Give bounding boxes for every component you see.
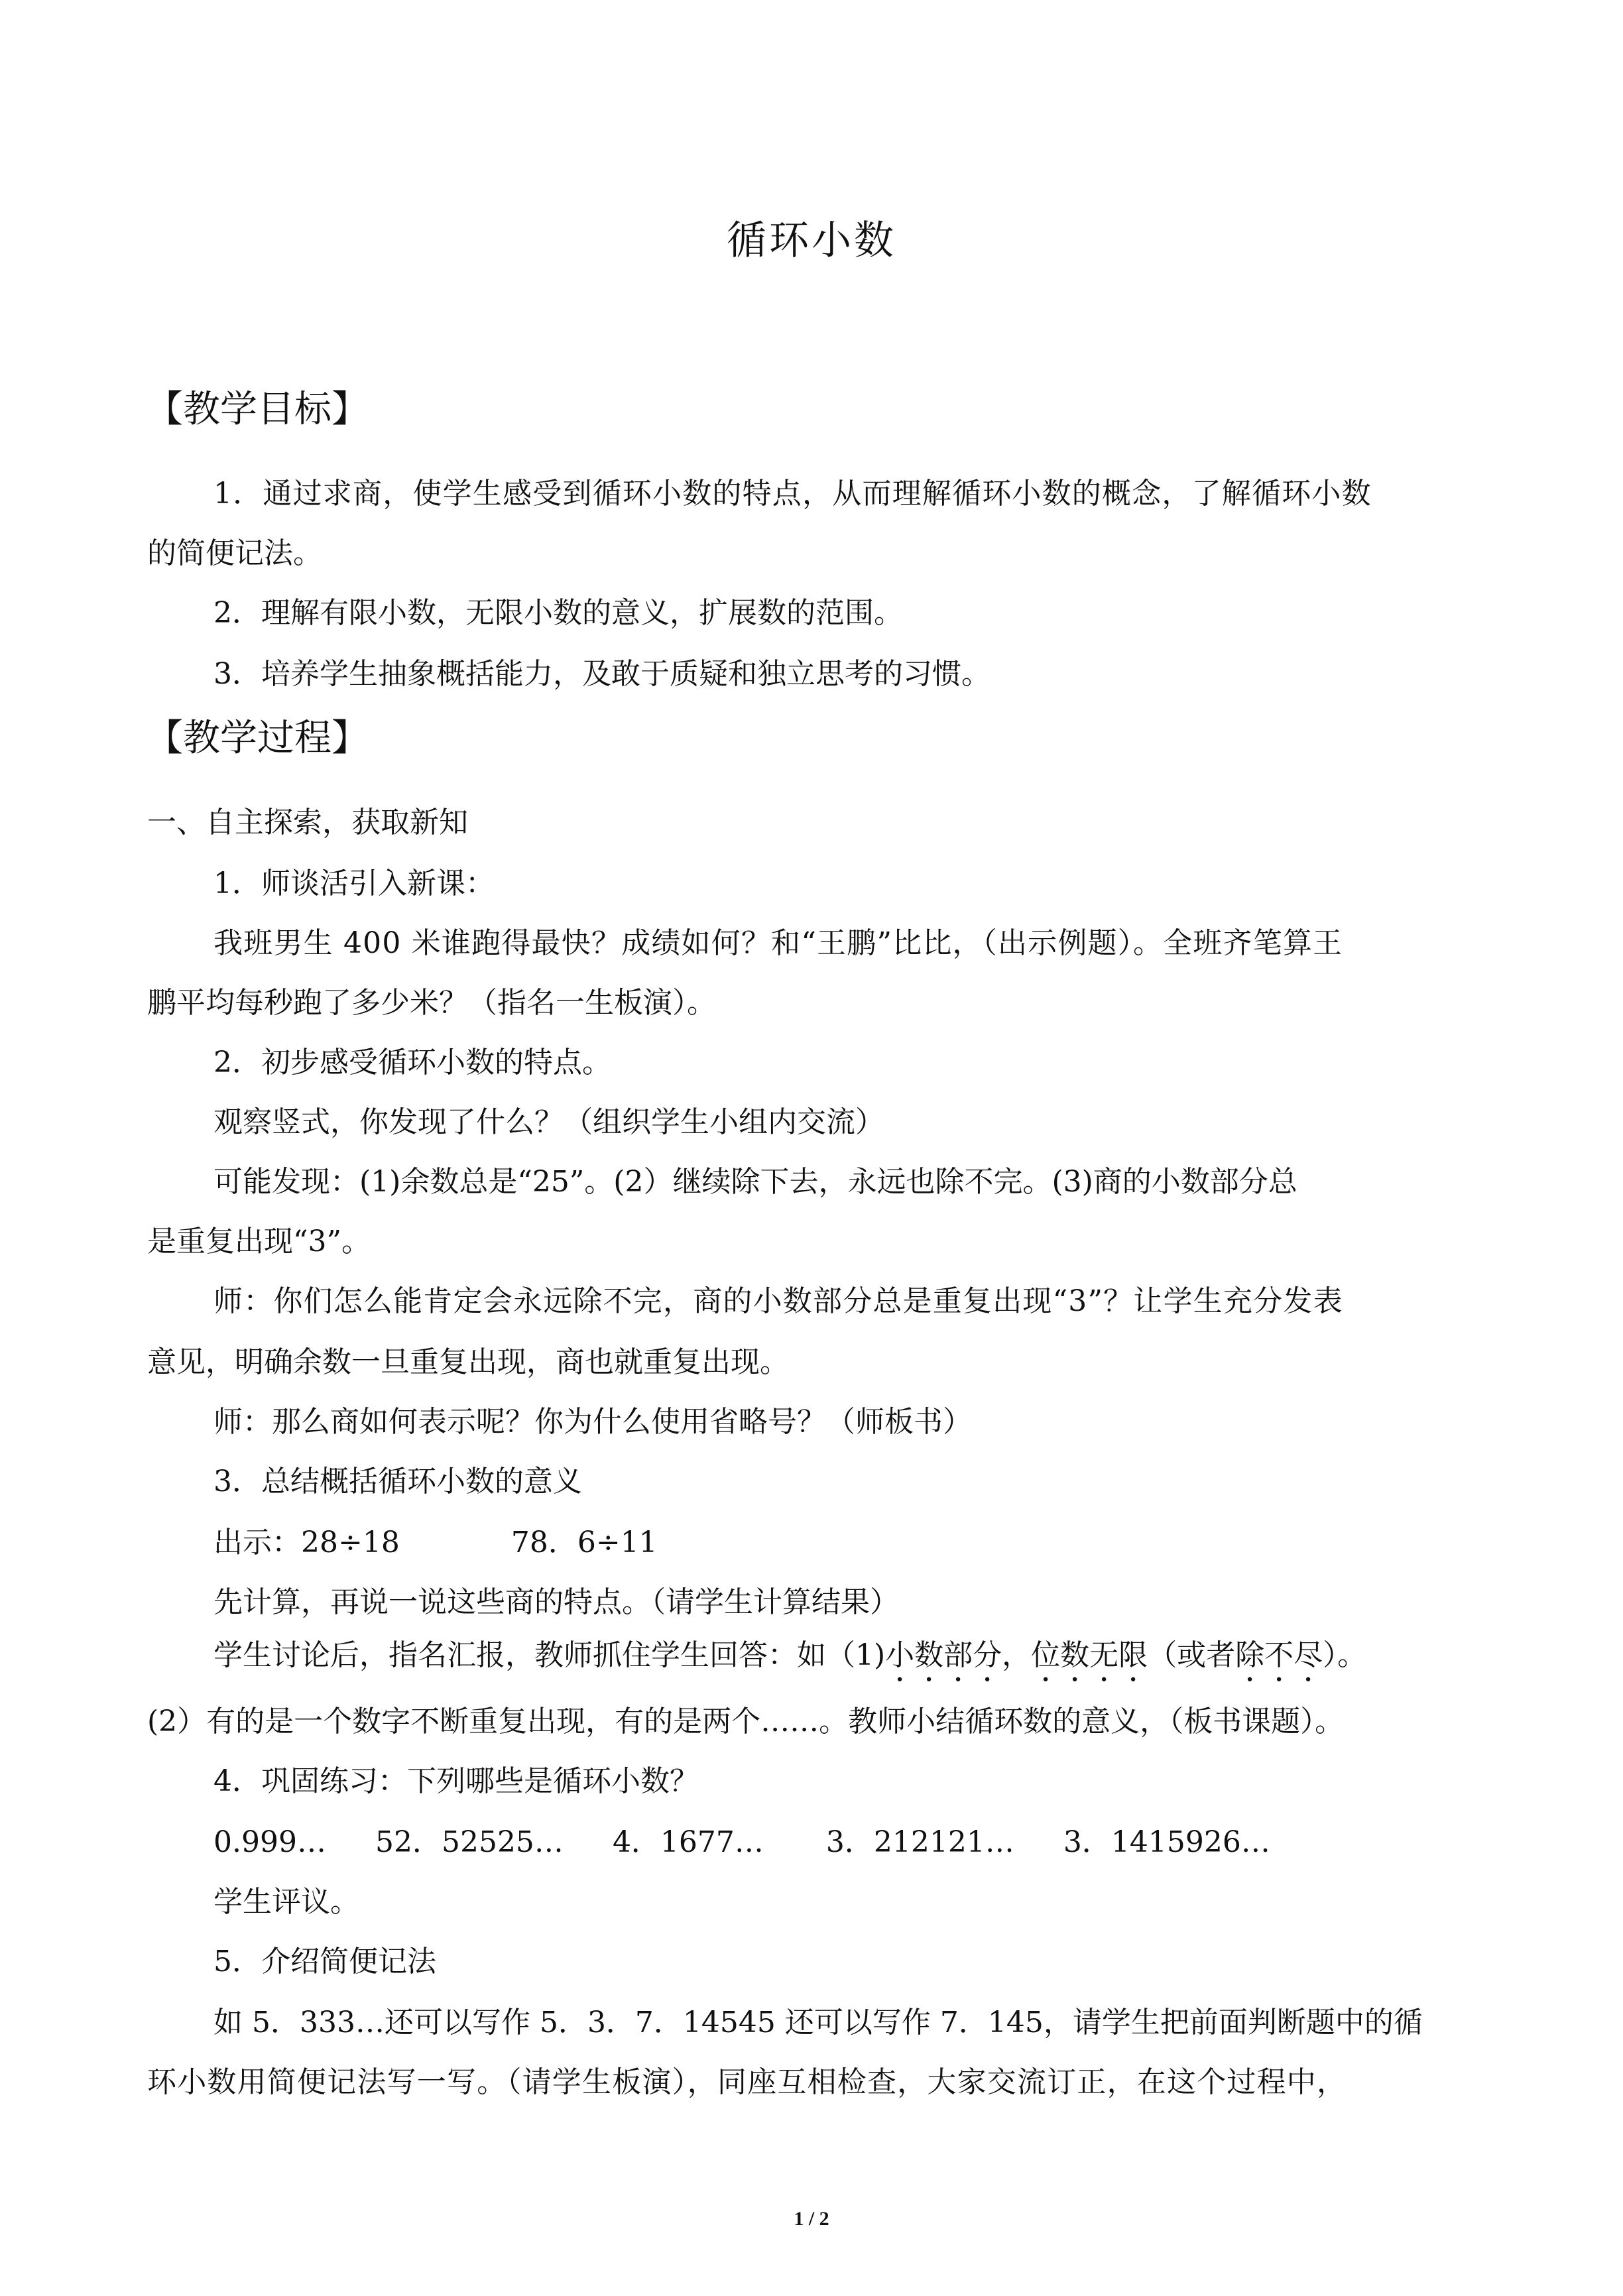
show-expression-1: 出示：28÷18 (213, 1526, 400, 1559)
discussion-or: （或者 (1148, 1638, 1236, 1672)
page-number: 1 / 2 (794, 2208, 829, 2230)
step5-line-1: 如 5．333…还可以写作 5．3．7．14545 还可以写作 7．145，请学生把前面判断题中的循 (213, 2006, 1423, 2039)
number-item: 4．1677… (612, 1825, 764, 1859)
discussion-end: ）。 (1323, 1638, 1367, 1672)
teacher-question-line-2: 意见，明确余数一旦重复出现，商也就重复出现。 (147, 1345, 789, 1379)
number-item: 3．212121… (825, 1825, 1014, 1859)
teacher-question-2: 师：那么商如何表示呢？你为什么使用省略号？（师板书） (213, 1405, 972, 1439)
step3-title: 3．总结概括循环小数的意义 (213, 1465, 582, 1498)
page-title: 循环小数 (727, 217, 896, 264)
step4-title: 4．巩固练习：下列哪些是循环小数？ (213, 1764, 699, 1798)
goal-1-line-2: 的简便记法。 (147, 536, 322, 570)
show-expressions (213, 1522, 658, 1563)
number-item: 52．52525… (375, 1825, 564, 1859)
part1-title: 一、自主探索，获取新知 (147, 806, 468, 839)
goal-3: 3．培养学生抽象概括能力，及敢于质疑和独立思考的习惯。 (213, 657, 991, 691)
step2-observe: 观察竖式，你发现了什么？（组织学生小组内交流） (213, 1105, 884, 1139)
show-expression-2: 78．6÷11 (511, 1526, 658, 1559)
compute-instruction: 先计算，再说一说这些商的特点。（请学生计算结果） (213, 1585, 899, 1619)
discussion-separator: ， (1002, 1638, 1032, 1672)
discussion-prefix: 学生讨论后，指名汇报，教师抓住学生回答：如（1) (213, 1638, 886, 1672)
number-list (213, 1822, 1270, 1863)
step2-title: 2．初步感受循环小数的特点。 (213, 1046, 611, 1079)
discussion-line-2: (2）有的是一个数字不断重复出现，有的是两个……。教师小结循环数的意义，（板书课题）。 (147, 1705, 1345, 1738)
step1-title: 1．师谈活引入新课： (213, 867, 495, 900)
step5-line-2: 环小数用简便记法写一写。（请学生板演），同座互相检查，大家交流订正，在这个过程中， (147, 2065, 1347, 2099)
teacher-question-line-1: 师：你们怎么能肯定会永远除不完，商的小数部分总是重复出现“3”？让学生充分发表 (213, 1284, 1343, 1318)
emphasis-decimal-part: 小数部分 (885, 1638, 1002, 1672)
step5-title: 5．介绍简便记法 (213, 1945, 436, 1978)
step1-text-line-1: 我班男生 400 米谁跑得最快？成绩如何？和“王鹏”比比，（出示例题）。全班齐笔算王 (213, 926, 1343, 960)
step2-findings-line-1: 可能发现：(1)余数总是“25”。(2）继续除下去，永远也除不完。(3)商的小数部分总 (213, 1165, 1297, 1199)
step2-findings-line-2: 是重复出现“3”。 (147, 1225, 371, 1258)
goal-2: 2．理解有限小数，无限小数的意义，扩展数的范围。 (213, 596, 903, 630)
number-item: 0.999… (213, 1825, 326, 1859)
heading-teaching-process: 【教学过程】 (146, 717, 369, 760)
emphasis-not-divisible: 除不尽 (1235, 1638, 1323, 1672)
goal-1-line-1: 1．通过求商，使学生感受到循环小数的特点，从而理解循环小数的概念，了解循环小数 (213, 477, 1372, 511)
discussion-line-1 (213, 1635, 1366, 1689)
heading-teaching-goals: 【教学目标】 (146, 388, 369, 431)
emphasis-infinite-digits: 位数无限 (1031, 1638, 1148, 1672)
number-item: 3．1415926… (1063, 1825, 1270, 1859)
student-review: 学生评议。 (213, 1885, 359, 1919)
step1-text-line-2: 鹏平均每秒跑了多少米？（指名一生板演）。 (147, 986, 716, 1020)
